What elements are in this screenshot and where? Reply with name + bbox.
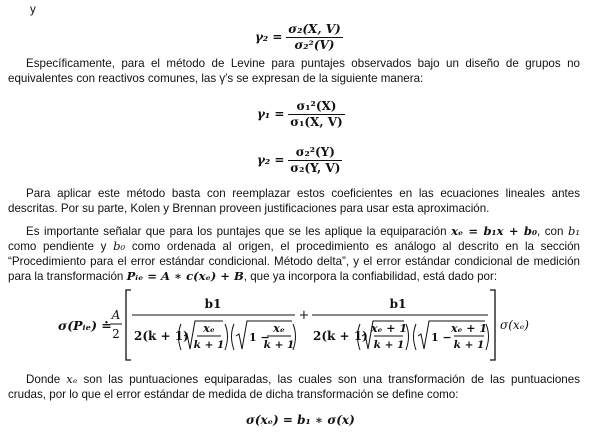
equation-gamma2 bbox=[257, 145, 342, 176]
left-bracket bbox=[126, 290, 131, 360]
equation-lhs: γ₂ = bbox=[257, 153, 285, 167]
equation-gamma2-covariance bbox=[255, 22, 343, 53]
text-run: , que ya incorpora la confiabilidad, está dado por: bbox=[243, 270, 498, 283]
text-run: Donde bbox=[26, 373, 67, 386]
equation-lhs: γ₁ = bbox=[257, 107, 285, 121]
inline-math-xe: xₑ bbox=[66, 372, 78, 386]
leading-word: y bbox=[30, 3, 36, 16]
paragraph-apply-method: Para aplicar este método basta con reemplazar estos coeficientes en las ecuaciones lineales antes descritas. Por su parte, Kolen y Brennan proveen justificaciones para usar esta aproximación. bbox=[8, 187, 580, 215]
equation-gamma1 bbox=[257, 99, 345, 130]
paren-close bbox=[225, 324, 228, 350]
first-fraction-numerator: b1 bbox=[204, 297, 222, 311]
conditional-sem-equation bbox=[0, 286, 590, 366]
fraction-numerator: σ₂(X, V) bbox=[288, 22, 341, 36]
inline-math-slope: b₁ bbox=[567, 224, 581, 238]
fraction-numerator: σ₂²(Y) bbox=[288, 145, 342, 161]
text-run: Es importante señalar que para los puntajes que se les aplique la equiparación bbox=[26, 225, 452, 238]
plus-sign: + bbox=[298, 308, 310, 323]
paren-open bbox=[232, 324, 235, 350]
fraction-denominator: σ₂²(V) bbox=[294, 38, 335, 52]
one-minus: 1 − bbox=[431, 331, 452, 344]
paragraph-levine-intro: Específicamente, para el método de Levine para puntajes observados bajo un diseño de grupos no equivalentes con reactivos comunes, las γ′s se expresan de la siguiente manera: bbox=[8, 57, 580, 85]
sqrt-numerator: xₑ + 1 bbox=[371, 322, 407, 335]
fraction-numerator: σ₁²(X) bbox=[288, 99, 344, 115]
sqrt-denominator: k + 1 bbox=[453, 339, 485, 351]
sqrt-numerator: xₑ + 1 bbox=[451, 322, 487, 335]
sqrt-numerator: xₑ bbox=[203, 322, 215, 335]
text-run: , con bbox=[537, 225, 568, 238]
fraction-denominator: σ₂(Y, V) bbox=[290, 161, 341, 175]
equation-fraction bbox=[286, 22, 342, 53]
coefficient-numerator: A bbox=[111, 308, 121, 322]
sqrt-denominator: k + 1 bbox=[373, 339, 405, 351]
second-fraction-numerator: b1 bbox=[389, 297, 407, 311]
one-minus: 1 − bbox=[249, 331, 270, 344]
big-eq-rhs: σ(xₑ) bbox=[500, 318, 529, 332]
text-run: son las puntuaciones equiparadas, las cuales son una transformación de las puntuaciones crudas, por lo que el error estándar de medida de dicha transformación se define como: bbox=[8, 373, 581, 401]
equation-lhs: γ₂ = bbox=[255, 30, 283, 44]
second-den-prefix: 2(k + 1) bbox=[313, 329, 368, 343]
text-run: como ordenada al origen, el procedimiento es análogo al descrito en la sección “Procedimiento para el error estándar condicional. Método delta”, y el error estándar condicional de medición para la transformación bbox=[8, 240, 580, 283]
sqrt-denominator: k + 1 bbox=[263, 339, 295, 351]
coefficient-denominator: 2 bbox=[112, 327, 120, 341]
paren-open bbox=[414, 324, 417, 350]
inline-math-transformation: Pᵢₑ = A ∗ c(xₑ) + B bbox=[126, 269, 244, 283]
inline-math-equating: xₑ = b₁x + b₀ bbox=[451, 224, 538, 238]
big-eq-lhs: σ(Pᵢₑ) ≐ bbox=[58, 318, 112, 333]
equation-fraction bbox=[288, 145, 342, 176]
paragraph-equated-scores bbox=[8, 372, 580, 402]
equation-fraction bbox=[288, 99, 344, 130]
sqrt-numerator: xₑ bbox=[273, 322, 285, 335]
inline-math-intercept: b₀ bbox=[113, 239, 126, 253]
equation-final-sem: σ(xₑ) = b₁ ∗ σ(x) bbox=[246, 413, 355, 427]
first-den-prefix: 2(k + 1) bbox=[134, 329, 189, 343]
fraction-denominator: σ₁(X, V) bbox=[290, 115, 343, 129]
right-bracket bbox=[490, 290, 495, 360]
text-run: como pendiente y bbox=[8, 240, 114, 253]
paragraph-equating-transform bbox=[8, 224, 580, 284]
sqrt-denominator: k + 1 bbox=[193, 339, 225, 351]
